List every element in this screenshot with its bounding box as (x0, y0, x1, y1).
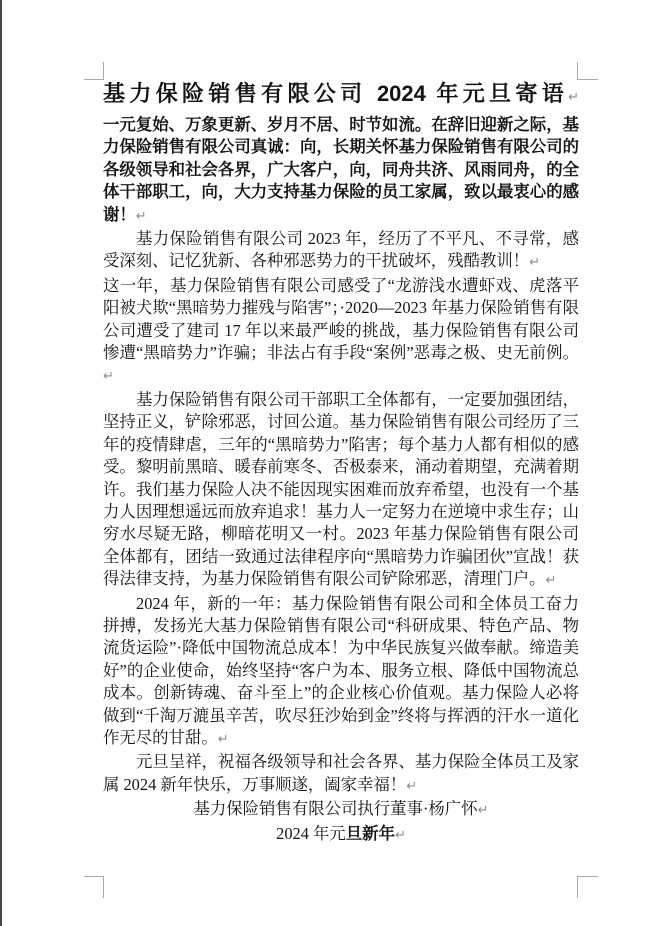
paragraph: 基力保险销售有限公司执行董事·杨广怀↵ (193, 799, 489, 819)
paragraph-mark: ↵ (217, 731, 229, 747)
paragraph-mark: ↵ (135, 208, 147, 224)
paragraph-mark: ↵ (529, 255, 541, 271)
paragraph: 基力保险销售有限公司 2023 年，经历了不平凡、不寻常，感受深刻、记忆犹新、各种邪恶势力的干扰破坏，残酷教训！↵ (103, 229, 579, 271)
paragraph-mark: ↵ (103, 369, 114, 385)
paragraph-mark: ↵ (545, 573, 557, 589)
paragraph: 基力保险销售有限公司干部职工全体都有，一定要加强团结，坚持正义，铲除邪恶，讨回公道。基力保险销售有限公司经历了三年的疫情肆虐，三年的“黑暗势力”陷害；每个基力人都有相似的感受。黎明前黑暗、暖春前寒冬、否极泰来，涌动着期望，充满着期许。我们基力保险人决不能因现实困难而放弃希望，也没有一个基力人因理想遥远而放弃追求！基力人一定努力在逆境中求生存；山穷水尽疑无路，柳暗花明又一村。2023 年基力保险销售有限公司全体都有，团结一致通过法律程序向“黑暗势力诈骗团伙”宣战！获得法律支持，为基力保险销售有限公司铲除邪恶，清理门户。↵ (103, 389, 579, 589)
paragraph: 2024 年，新的一年：基力保险销售有限公司和全体员工奋力拼搏，发扬光大基力保险销售有限公司“科研成果、特色产品、物流货运险”·降低中国物流总成本！为中华民族复兴做奉献。缔造美好”的企业使命，始终坚持“客户为本、服务立根、降低中国物流总成本。创新铸魂、奋斗至上”的企业核心价值观。基力保险人必将做到“千淘万漉虽辛苦，吹尽狂沙始到金”终将与挥洒的汗水一道化作无尽的甘甜。↵ (103, 593, 579, 747)
crop-mark-bottom-left (84, 876, 104, 898)
page-edge-line (0, 0, 2, 926)
paragraph: 这一年，基力保险销售有限公司感受了“龙游浅水遭虾戏、虎落平阳被犬欺“黑暗势力摧残与陷害”；·2020—2023 年基力保险销售有限公司遭受了建司 17 年以来最严峻的挑战，基力保险销售有限公司惨遭“黑暗势力”诈骗；非法占有手段“案例”恶毒之极、史无前例。↵ (103, 275, 579, 385)
paragraph-mark: ↵ (568, 90, 579, 105)
document-body (103, 114, 579, 847)
crop-mark-top-left (84, 62, 104, 80)
document-title: 基力保险销售有限公司 2024 年元旦寄语 (103, 81, 569, 106)
paragraph: 一元复始、万象更新、岁月不居、时节如流。在辞旧迎新之际，基力保险销售有限公司真诚：向，长期关怀基力保险销售有限公司的各级领导和社会各界，广大客户，向，同舟共济、风雨同舟，的全体干部职工，向，大力支持基力保险的员工家属，致以最衷心的感谢！↵ (103, 116, 579, 224)
paragraph (103, 823, 579, 847)
text-segment: 2024 年元 (276, 823, 346, 843)
paragraph-mark: ↵ (406, 778, 418, 794)
crop-mark-top-right (577, 62, 598, 80)
crop-mark-bottom-right (577, 876, 598, 898)
text-segment: 旦新年 (345, 823, 395, 843)
document-page[interactable] (103, 79, 579, 847)
paragraph: 元旦呈祥，祝福各级领导和社会各界、基力保险全体员工及家属 2024 新年快乐，万事顺遂，阖家幸福！↵ (103, 752, 579, 794)
document-title-line (103, 79, 579, 113)
paragraph-mark: ↵ (394, 827, 406, 843)
paragraph-mark: ↵ (477, 803, 489, 819)
